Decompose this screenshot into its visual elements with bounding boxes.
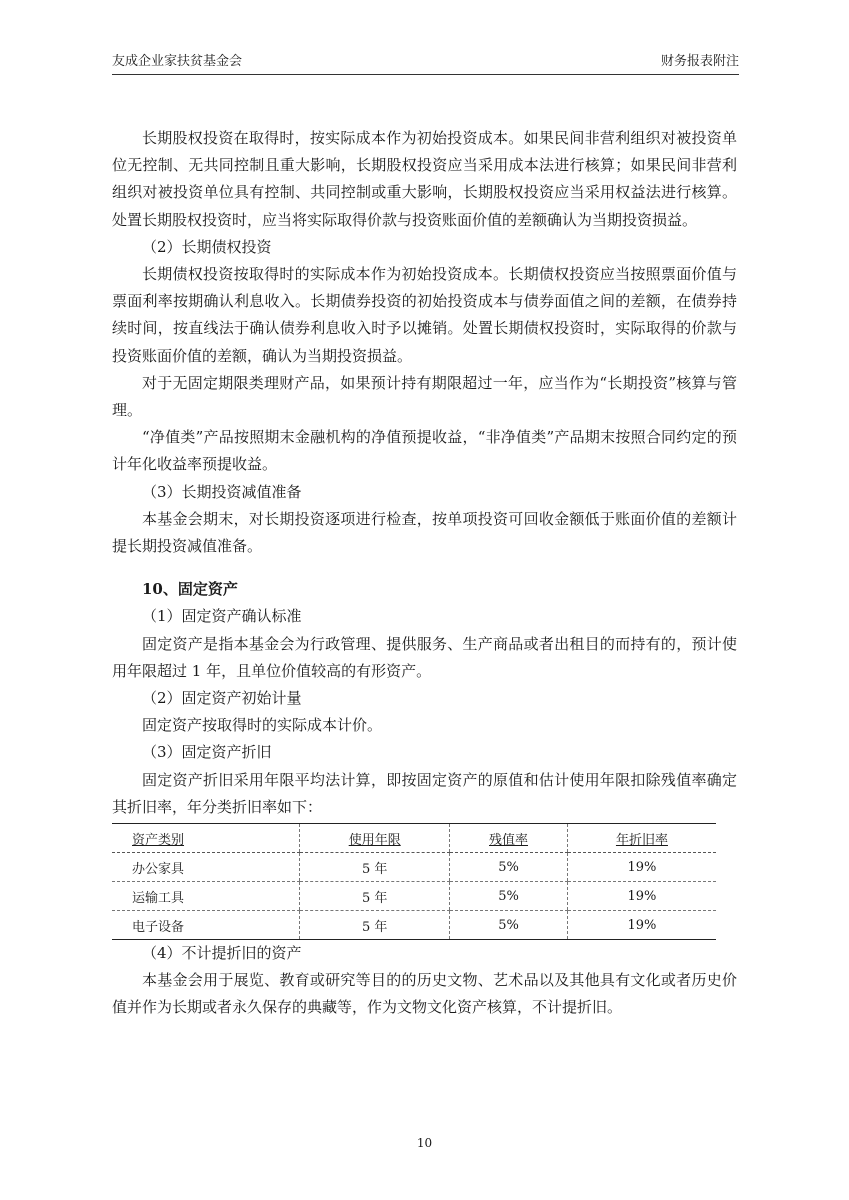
table-cell: 19% — [567, 911, 716, 940]
page-header — [112, 50, 739, 75]
section-heading-fixed-assets: 10、固定资产 — [142, 580, 238, 599]
table-cell: 5 年 — [300, 853, 450, 882]
paragraph-recognition: 固定资产是指本基金会为行政管理、提供服务、生产商品或者出租目的而持有的，预计使用年限超过 1 年，且单位价值较高的有形资产。 — [112, 634, 737, 680]
table-cell: 19% — [567, 853, 716, 882]
table-header-cell: 使用年限 — [300, 824, 450, 853]
table-header-row — [112, 824, 716, 853]
table-header-cell: 资产类别 — [112, 824, 300, 853]
subheading-depreciation: （3）固定资产折旧 — [142, 743, 272, 762]
depreciation-rate-table — [112, 823, 716, 940]
table-cell: 5% — [450, 911, 568, 940]
paragraph-non-depreciable: 本基金会用于展览、教育或研究等目的的历史文物、艺术品以及其他具有文化或者历史价值并作为长期或者永久保存的典藏等，作为文物文化资产核算，不计提折旧。 — [112, 971, 737, 1017]
paragraph-initial-measurement: 固定资产按取得时的实际成本计价。 — [142, 716, 383, 735]
table-cell: 5% — [450, 882, 568, 911]
paragraph-depreciation: 固定资产折旧采用年限平均法计算，即按固定资产的原值和估计使用年限扣除残值率确定其折旧率，年分类折旧率如下： — [112, 770, 737, 816]
paragraph-net-value-products: “净值类”产品按照期末金融机构的净值预提收益，“非净值类”产品期末按照合同约定的预计年化收益率预提收益。 — [112, 428, 737, 474]
page-content — [112, 125, 737, 1022]
subheading-impairment: （3）长期投资减值准备 — [142, 482, 302, 501]
table-cell: 19% — [567, 882, 716, 911]
table-row — [112, 853, 716, 882]
subheading-non-depreciable: （4）不计提折旧的资产 — [142, 944, 302, 963]
page-number: 10 — [416, 1136, 433, 1150]
table-cell: 电子设备 — [112, 911, 300, 940]
paragraph-equity-investment: 长期股权投资在取得时，按实际成本作为初始投资成本。如果民间非营利组织对被投资单位无控制、无共同控制且重大影响，长期股权投资应当采用成本法进行核算；如果民间非营利组织对被投资单位具有控制、共同控制或重大影响，长期股权投资应当采用权益法进行核算。处置长期股权投资时，应当将实际取得价款与投资账面价值的差额确认为当期投资损益。 — [112, 129, 737, 229]
subheading-debt-investment: （2）长期债权投资 — [142, 237, 272, 256]
table-cell: 5 年 — [300, 882, 450, 911]
paragraph-wealth-products: 对于无固定期限类理财产品，如果预计持有期限超过一年，应当作为“长期投资”核算与管理。 — [112, 373, 737, 420]
table-cell: 5 年 — [300, 911, 450, 940]
header-org-name: 友成企业家扶贫基金会 — [112, 54, 243, 69]
section-gap — [112, 560, 737, 576]
subheading-initial-measurement: （2）固定资产初始计量 — [142, 689, 302, 708]
paragraph-impairment: 本基金会期末，对长期投资逐项进行检查，按单项投资可回收金额低于账面价值的差额计提长期投资减值准备。 — [112, 509, 737, 556]
table-cell: 运输工具 — [112, 882, 300, 911]
table-cell: 办公家具 — [112, 853, 300, 882]
table-header-cell: 残值率 — [450, 824, 568, 853]
paragraph-debt-investment: 长期债权投资按取得时的实际成本作为初始投资成本。长期债权投资应当按照票面价值与票面利率按期确认利息收入。长期债券投资的初始投资成本与债券面值之间的差额，在债券持续时间，按直线法于确认债券利息收入时予以摊销。处置长期债权投资时，实际取得的价款与投资账面价值的差额，确认为当期投资损益。 — [112, 265, 737, 365]
table-cell: 5% — [450, 853, 568, 882]
table-header-cell: 年折旧率 — [567, 824, 716, 853]
header-section-title: 财务报表附注 — [660, 54, 739, 69]
subheading-recognition: （1）固定资产确认标准 — [142, 607, 302, 626]
table-row — [112, 882, 716, 911]
table-row — [112, 911, 716, 940]
